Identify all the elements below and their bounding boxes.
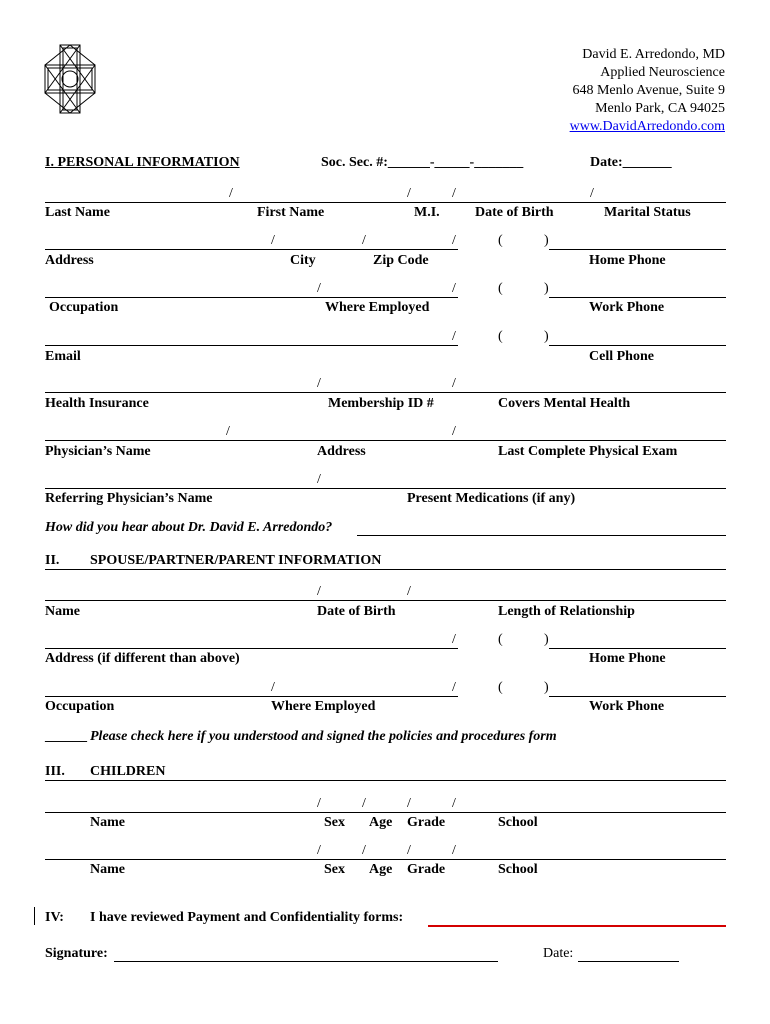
child-2-line[interactable] (45, 859, 726, 860)
covers-mental-health-label: Covers Mental Health (498, 396, 631, 411)
spouse-name-line[interactable] (45, 600, 726, 601)
child-1-name-label: Name (90, 815, 125, 830)
policies-check-text: Please check here if you understood and signed the policies and procedures form (90, 729, 557, 744)
child-1-sex-label: Sex (324, 815, 345, 830)
child-2-grade-label: Grade (407, 862, 446, 877)
name-line[interactable] (45, 202, 726, 203)
slash: / (452, 233, 456, 248)
hear-about-label: How did you hear about Dr. David E. Arredondo? (45, 520, 333, 535)
address-line[interactable] (45, 249, 458, 250)
email-label: Email (45, 349, 81, 364)
paren: ) (544, 680, 549, 695)
section-3-title: CHILDREN (90, 764, 166, 779)
city-state-zip: Menlo Park, CA 94025 (595, 101, 725, 116)
slash: / (452, 680, 456, 695)
child-2-sex-label: Sex (324, 862, 345, 877)
spouse-home-phone-line[interactable] (549, 648, 726, 649)
physician-address-label: Address (317, 444, 366, 459)
practice-name: Applied Neuroscience (600, 65, 725, 80)
first-name-label: First Name (257, 205, 325, 220)
slash: / (317, 472, 321, 487)
slash: / (271, 680, 275, 695)
slash: / (362, 796, 366, 811)
home-phone-line[interactable] (549, 249, 726, 250)
section-1-title: I. PERSONAL INFORMATION (45, 155, 240, 170)
slash: / (317, 796, 321, 811)
city-label: City (290, 253, 316, 268)
paren: ( (498, 632, 503, 647)
slash: / (362, 233, 366, 248)
date-field[interactable]: Date:_______ (590, 155, 672, 170)
work-phone-label: Work Phone (589, 300, 665, 315)
work-phone-line[interactable] (549, 297, 726, 298)
section-4-number: IV: (45, 910, 64, 925)
slash: / (452, 186, 456, 201)
spouse-name-label: Name (45, 604, 80, 619)
slash: / (271, 233, 275, 248)
relationship-length-label: Length of Relationship (498, 604, 635, 619)
spouse-work-phone-line[interactable] (549, 696, 726, 697)
ssn-field[interactable]: Soc. Sec. #:______-_____-_______ (321, 155, 524, 170)
slash: / (407, 796, 411, 811)
section-3-number: III. (45, 764, 65, 779)
child-1-grade-label: Grade (407, 815, 446, 830)
section-4-text: I have reviewed Payment and Confidentiality forms: (90, 910, 404, 925)
physician-line[interactable] (45, 440, 726, 441)
child-2-name-label: Name (90, 862, 125, 877)
change-bar (34, 907, 35, 925)
signature-line[interactable] (114, 961, 498, 962)
last-name-label: Last Name (45, 205, 110, 220)
doctor-name: David E. Arredondo, MD (582, 47, 725, 62)
marital-status-label: Marital Status (604, 205, 691, 220)
child-2-school-label: School (498, 862, 538, 877)
slash: / (317, 281, 321, 296)
slash: / (452, 424, 456, 439)
spouse-employer-label: Where Employed (271, 699, 376, 714)
child-1-age-label: Age (369, 815, 393, 830)
medications-label: Present Medications (if any) (407, 491, 576, 506)
paren: ( (498, 680, 503, 695)
slash: / (452, 632, 456, 647)
slash: / (407, 843, 411, 858)
home-phone-label: Home Phone (589, 253, 666, 268)
email-line[interactable] (45, 345, 458, 346)
slash: / (226, 424, 230, 439)
slash: / (407, 584, 411, 599)
slash: / (452, 376, 456, 391)
spouse-address-line[interactable] (45, 648, 458, 649)
slash: / (452, 796, 456, 811)
slash: / (317, 843, 321, 858)
referring-line[interactable] (45, 488, 726, 489)
hear-about-line[interactable] (357, 535, 726, 536)
membership-id-label: Membership ID # (328, 396, 434, 411)
occupation-label: Occupation (49, 300, 119, 315)
address-label: Address (45, 253, 94, 268)
slash: / (452, 843, 456, 858)
section-2-number: II. (45, 553, 60, 568)
signature-label: Signature: (45, 946, 108, 961)
spouse-occupation-line[interactable] (45, 696, 458, 697)
street-address: 648 Menlo Avenue, Suite 9 (572, 83, 725, 98)
section-3-rule (45, 780, 726, 781)
slash: / (317, 376, 321, 391)
spouse-dob-label: Date of Birth (317, 604, 396, 619)
policies-checkbox-blank[interactable]: ______ (45, 729, 87, 744)
paren: ) (544, 281, 549, 296)
child-2-age-label: Age (369, 862, 393, 877)
last-physical-label: Last Complete Physical Exam (498, 444, 678, 459)
slash: / (229, 186, 233, 201)
spouse-home-phone-label: Home Phone (589, 651, 666, 666)
slash: / (407, 186, 411, 201)
cell-phone-label: Cell Phone (589, 349, 654, 364)
mi-label: M.I. (414, 205, 440, 220)
referring-physician-label: Referring Physician’s Name (45, 491, 213, 506)
physician-name-label: Physician’s Name (45, 444, 151, 459)
paren: ) (544, 632, 549, 647)
occupation-line[interactable] (45, 297, 458, 298)
slash: / (317, 584, 321, 599)
signature-date-line[interactable] (578, 961, 679, 962)
health-insurance-label: Health Insurance (45, 396, 149, 411)
zip-label: Zip Code (373, 253, 429, 268)
cell-phone-line[interactable] (549, 345, 726, 346)
slash: / (590, 186, 594, 201)
child-1-school-label: School (498, 815, 538, 830)
spouse-occupation-label: Occupation (45, 699, 115, 714)
spouse-address-label: Address (if different than above) (45, 651, 240, 666)
slash: / (452, 329, 456, 344)
dob-label: Date of Birth (475, 205, 554, 220)
website-link[interactable]: www.DavidArredondo.com (569, 119, 725, 134)
paren: ( (498, 233, 503, 248)
paren: ) (544, 233, 549, 248)
practice-address-block (570, 46, 725, 136)
paren: ) (544, 329, 549, 344)
signature-date-label: Date: (543, 946, 574, 961)
section-2-title: SPOUSE/PARTNER/PARENT INFORMATION (90, 553, 382, 568)
insurance-line[interactable] (45, 392, 726, 393)
forms-reviewed-line[interactable] (428, 925, 726, 927)
spouse-work-phone-label: Work Phone (589, 699, 665, 714)
practice-logo (44, 44, 96, 114)
slash: / (452, 281, 456, 296)
paren: ( (498, 281, 503, 296)
slash: / (362, 843, 366, 858)
paren: ( (498, 329, 503, 344)
section-2-rule (45, 569, 726, 570)
where-employed-label: Where Employed (325, 300, 430, 315)
child-1-line[interactable] (45, 812, 726, 813)
